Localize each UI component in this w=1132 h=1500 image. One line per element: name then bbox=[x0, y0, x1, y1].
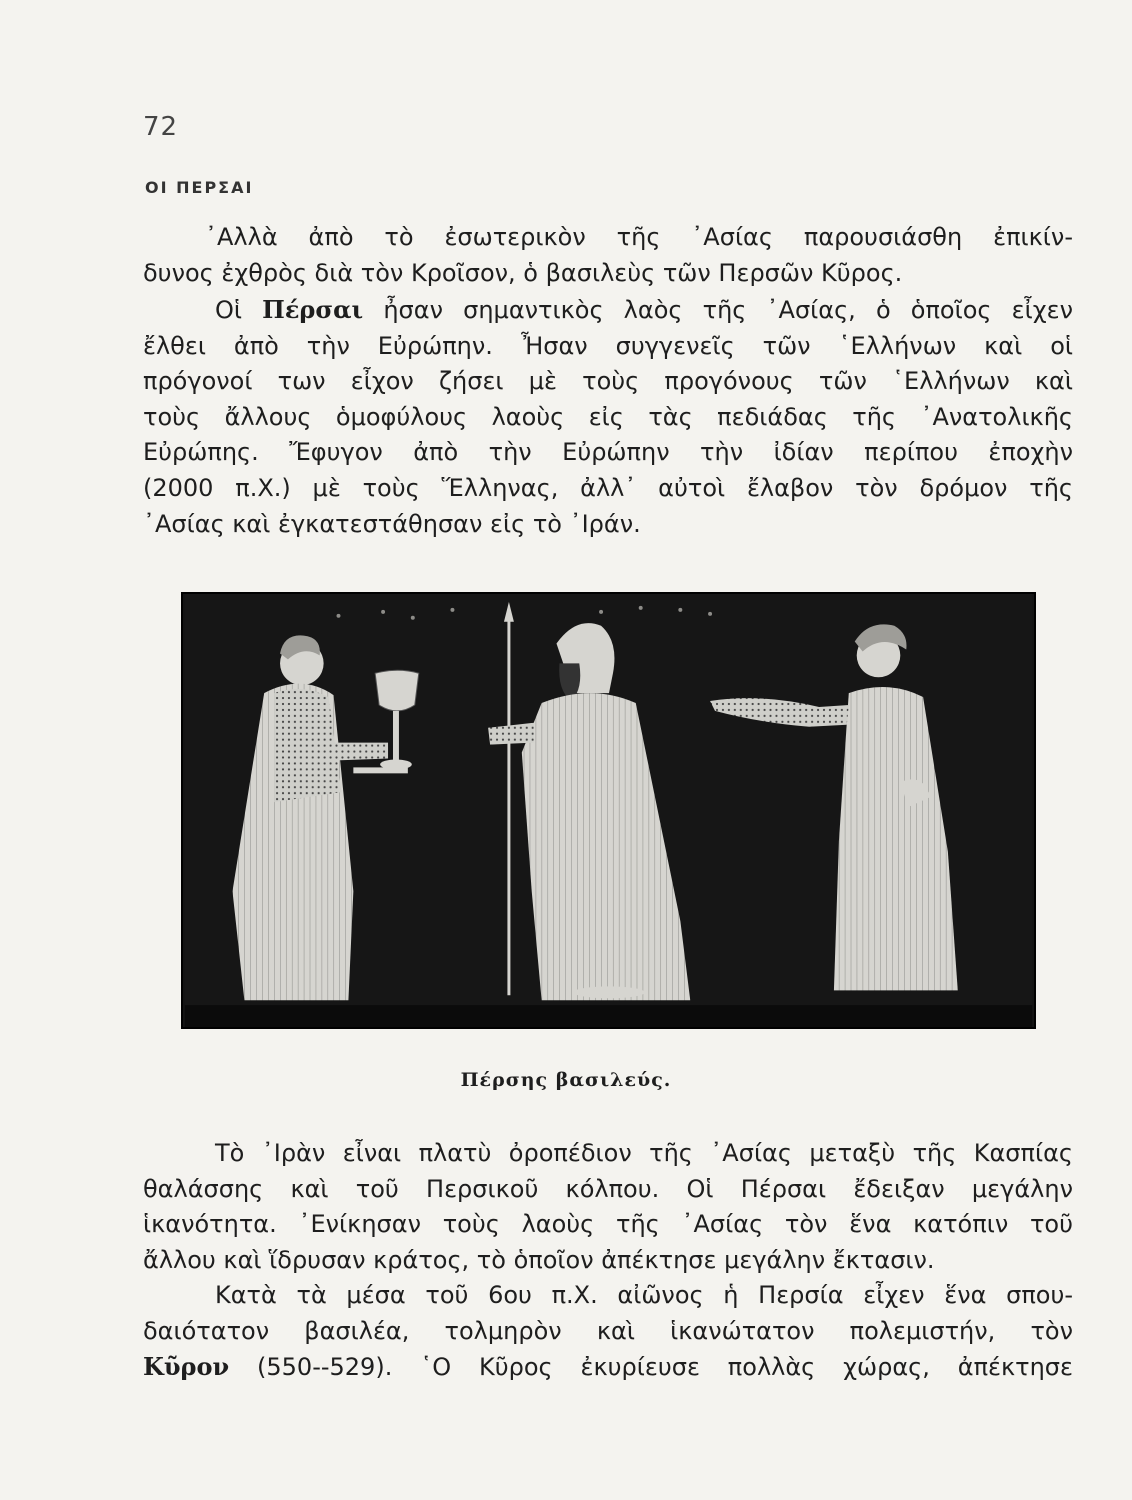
text-line: Τὸ ᾿Ιρὰν εἶναι πλατὺ ὀροπέδιον τῆς ᾿Ασίας μεταξὺ τῆς Κασπίας bbox=[215, 1139, 1073, 1167]
text-line: Εὐρώπης. Ἔφυγον ἀπὸ τὴν Εὐρώπην τὴν ἰδίαν περίπου ἐποχὴν bbox=[143, 438, 1073, 467]
bold-term-cyrus: Κῦρον bbox=[143, 1352, 230, 1382]
text-line bbox=[143, 1349, 1073, 1386]
text-line: δυνος ἐχθρὸς διὰ τὸν Κροῖσον, ὁ βασιλεὺς τῶν Περσῶν Κῦρος. bbox=[143, 258, 903, 287]
text-line: ἄλλου καὶ ἵδρυσαν κράτος, τὸ ὁποῖον ἀπέκτησε μεγάλην ἔκτασιν. bbox=[143, 1245, 935, 1274]
text-line: πρόγονοί των εἶχον ζήσει μὲ τοὺς προγόνους τῶν ῾Ελλήνων καὶ bbox=[143, 367, 1073, 396]
text-line: τοὺς ἄλλους ὁμοφύλους λαοὺς εἰς τὰς πεδιάδας τῆς ᾿Ανατολικῆς bbox=[143, 402, 1073, 431]
text-line: ᾿Ασίας καὶ ἐγκατεστάθησαν εἰς τὸ ᾿Ιράν. bbox=[143, 509, 641, 538]
text-rest: ἦσαν σημαντικὸς λαὸς τῆς ᾿Ασίας, ὁ ὁποῖος εἶχεν bbox=[363, 296, 1073, 324]
paragraph-1 bbox=[143, 220, 1073, 291]
figure-caption: Πέρσης βασιλεύς. bbox=[460, 1069, 672, 1091]
text-rest: (550--529). ῾Ο Κῦρος ἐκυρίευσε πολλὰς χώρας, ἀπέκτησε bbox=[229, 1353, 1073, 1382]
page-number: 72 bbox=[143, 112, 179, 142]
text-line: ἱκανότητα. ᾿Ενίκησαν τοὺς λαοὺς τῆς ᾿Ασίας τὸν ἕνα κατόπιν τοῦ bbox=[143, 1210, 1073, 1239]
paragraph-4 bbox=[143, 1278, 1073, 1386]
running-title: ΟΙ ΠΕΡΣΑΙ bbox=[145, 178, 254, 197]
text-line: Κατὰ τὰ μέσα τοῦ 6ου π.Χ. αἰῶνος ἡ Περσία εἶχεν ἕνα σπου- bbox=[215, 1281, 1073, 1309]
paragraph-2 bbox=[143, 292, 1073, 542]
text-line bbox=[143, 292, 1073, 329]
text-line: ᾿Αλλὰ ἀπὸ τὸ ἐσωτερικὸν τῆς ᾿Ασίας παρουσιάσθη ἐπικίν- bbox=[205, 223, 1073, 251]
bold-term-persians: Πέρσαι bbox=[262, 295, 364, 324]
text-line: δαιότατον βασιλέα, τολμηρὸν καὶ ἱκανώτατον πολεμιστήν, τὸν bbox=[143, 1316, 1073, 1345]
text-lead: Οἱ bbox=[215, 296, 263, 324]
vase-painting-image bbox=[181, 592, 1036, 1029]
text-line: ἔλθει ἀπὸ τὴν Εὐρώπην. Ἦσαν συγγενεῖς τῶν ῾Ελλήνων καὶ οἱ bbox=[143, 331, 1073, 360]
text-line: θαλάσσης καὶ τοῦ Περσικοῦ κόλπου. Οἱ Πέρσαι ἔδειξαν μεγάλην bbox=[143, 1174, 1073, 1203]
text-line: (2000 π.Χ.) μὲ τοὺς Ἕλληνας, ἀλλ᾿ αὐτοὶ ἔλαβον τὸν δρόμον τῆς bbox=[143, 473, 1073, 502]
paragraph-3 bbox=[143, 1136, 1073, 1278]
